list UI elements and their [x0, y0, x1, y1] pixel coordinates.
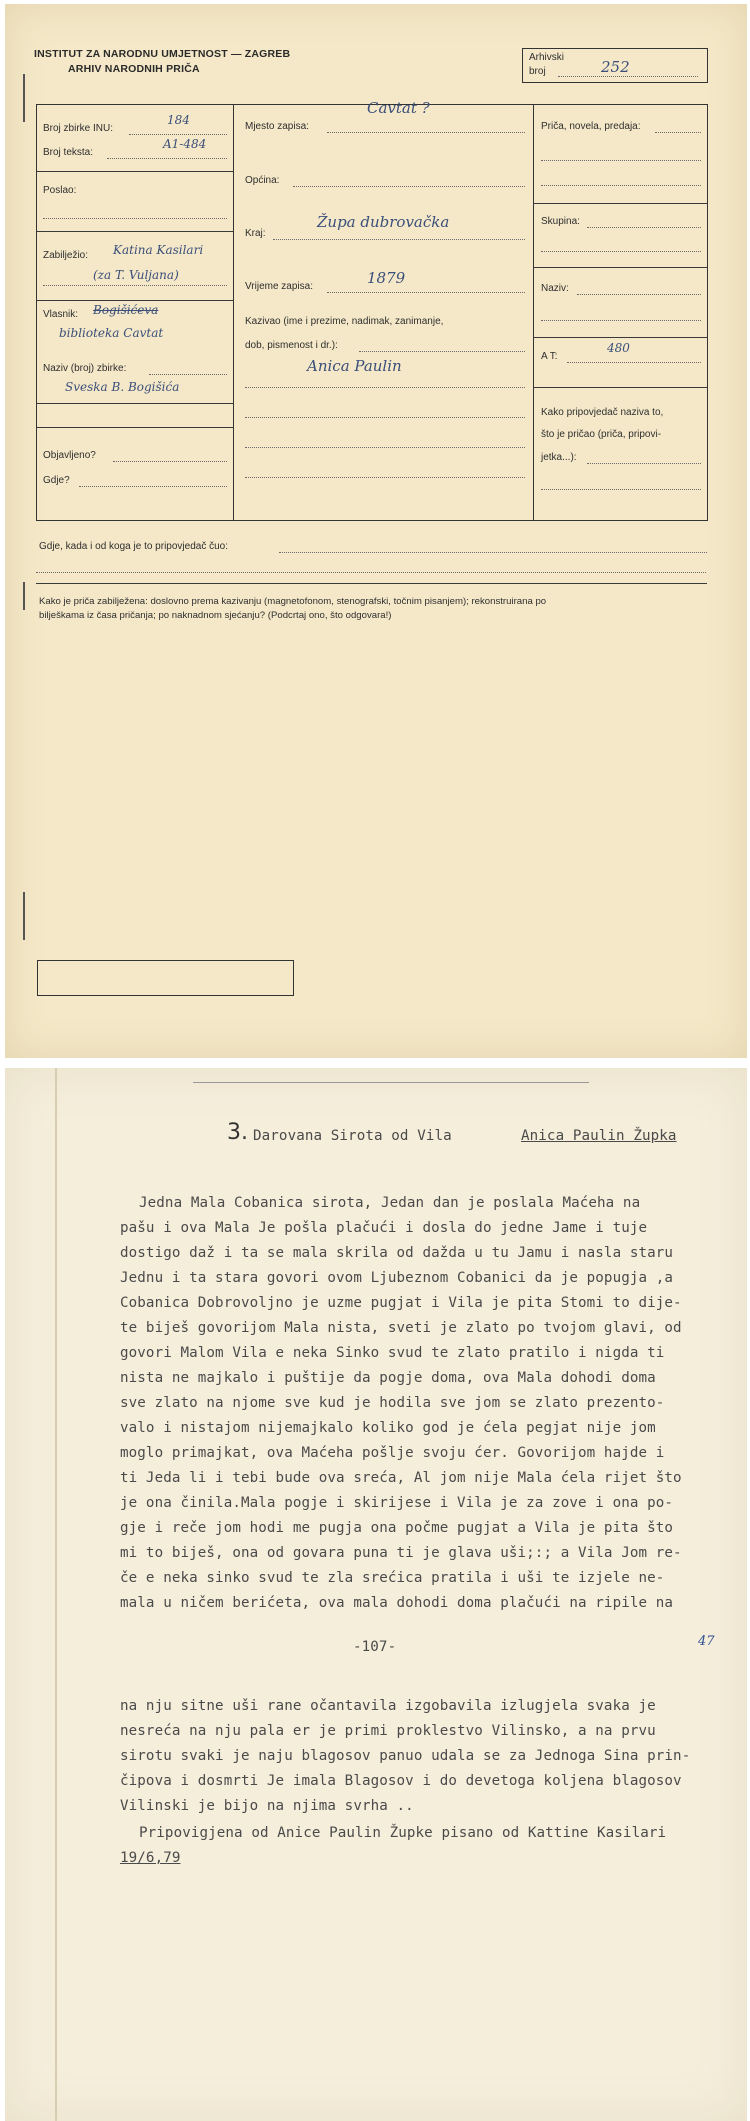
broj-zbirke-label: Broj zbirke INU: — [43, 123, 114, 134]
story-line: Vilinski je bijo na njima svrha .. — [120, 1798, 414, 1814]
kazivao-label: Kazivao (ime i prezime, nadimak, zanimanje, — [245, 316, 444, 327]
story-line: Jedna Mala Cobanica sirota, Jedan dan je poslala Maćeha na — [139, 1195, 641, 1211]
skupina-label: Skupina: — [541, 216, 580, 227]
objavljeno-label: Objavljeno? — [43, 450, 96, 461]
story-line: te biješ govorijom Mala nista, sveti je zlato po tvojom glavi, od — [120, 1320, 682, 1336]
story-line: sve zlato na njome sve kud je hodila sve jom se zlato prezento- — [120, 1395, 665, 1411]
story-line: Cobanica Dobrovoljno je uzme pugjat i Vila je pita Stomi to dije- — [120, 1295, 682, 1311]
archive-card — [5, 4, 747, 1058]
story-line: nesreća na nju pala er je primi proklestvo Vilinsko, a na prvu — [120, 1723, 656, 1739]
binder-mark — [23, 582, 25, 610]
vlasnik-struck-value: Bogišićeva — [93, 303, 159, 317]
broj-teksta-label: Broj teksta: — [43, 147, 94, 158]
story-line: na nju sitne uši rane očantavila izgobavila izlugjela svaka je — [120, 1698, 656, 1714]
archive-number-value: 252 — [601, 58, 630, 76]
story-line: gje i reče jom hodi me pugja ona počme pugjat a Vila je pita što — [120, 1520, 674, 1536]
story-line: moglo primajkat, ova Maćeha pošlje svoju ćer. Govorijom hajde i — [120, 1445, 665, 1461]
story-line: nista ne majkalo i puštije da pogje doma, ova Mala dohodi doma — [120, 1370, 656, 1386]
narrator-name: Anica Paulin Župka — [521, 1128, 677, 1144]
story-line: valo i nistajom nijemajkalo koliko god je ćela pegjat nije jom — [120, 1420, 656, 1436]
zabiljezio-label: Zabilježio: — [43, 250, 89, 261]
kraj-value: Župa dubrovačka — [317, 213, 450, 231]
mjesto-label: Mjesto zapisa: — [245, 121, 309, 132]
margin-number: 47 — [698, 1634, 715, 1649]
archive-number-label: Arhivski — [529, 52, 565, 63]
gdje-kada-label: Gdje, kada i od koga je to pripovjedač čuo: — [39, 541, 229, 552]
story-line: mala u ničem berićeta, ova mala dohodi doma plačući na ripile na — [120, 1595, 674, 1611]
at-label: A T: — [541, 351, 558, 362]
binder-mark — [23, 74, 25, 122]
archive-number-box — [522, 48, 708, 83]
story-line: je ona činila.Mala pogje i skirijese i Vila je za zove i ona po- — [120, 1495, 674, 1511]
binder-mark — [23, 892, 25, 940]
story-line: Jednu i ta stara govori ovom Ljubeznom Cobanici da je popugja ,a — [120, 1270, 674, 1286]
typed-page — [5, 1068, 747, 2121]
page-number: -107- — [353, 1639, 397, 1655]
opcina-label: Općina: — [245, 175, 280, 186]
zabiljezio-value: Katina Kasilari — [113, 243, 204, 257]
story-line: čipova i dosmrti Je imala Blagosov i do devetoga koljena blagosov — [120, 1773, 682, 1789]
vlasnik-label: Vlasnik: — [43, 309, 79, 320]
naziv-zbirke-label: Naziv (broj) zbirke: — [43, 363, 127, 374]
naziv-zbirke-value: Sveska B. Bogišića — [65, 380, 180, 394]
story-line: govori Malom Vila e neka Sinko svud te zlato pratilo i nigda ti — [120, 1345, 665, 1361]
kazivao-value: Anica Paulin — [307, 357, 402, 375]
archive-number-label-2: broj — [529, 66, 546, 77]
mjesto-value: Cavtat ? — [367, 99, 430, 117]
page-edge — [55, 1068, 57, 2121]
kako-naziva-label-2: što je pričao (priča, pripovi- — [541, 429, 662, 440]
footer-attribution: Pripovigjena od Anice Paulin Župke pisano od Kattine Kasilari — [139, 1825, 667, 1841]
vrijeme-label: Vrijeme zapisa: — [245, 281, 313, 292]
story-line: mi to biješ, ona od govara puna ti je glava uši;:; a Vila Jom re- — [120, 1545, 682, 1561]
kazivao-label-2: dob, pismenost i dr.): — [245, 340, 338, 351]
broj-teksta-value: A1-484 — [163, 137, 207, 151]
kako-zabiljezena-text-2: bilješkama iz časa pričanja; po naknadnom sjećanju? (Podcrtaj ono, što odgovara!) — [39, 610, 392, 621]
naziv-label: Naziv: — [541, 283, 569, 294]
kraj-label: Kraj: — [245, 228, 266, 239]
gdje-label: Gdje? — [43, 475, 70, 486]
footer-date: 19/6,79 — [120, 1850, 181, 1866]
story-line: pašu i ova Mala Je pošla plačući i dosla do jedne Jame i tuje — [120, 1220, 648, 1236]
story-title: Darovana Sirota od Vila — [253, 1128, 452, 1144]
at-value: 480 — [607, 341, 630, 355]
story-line: sirotu svaki je naju blagosov panuo udala se za Jednoga Sina prin- — [120, 1748, 691, 1764]
prica-label: Priča, novela, predaja: — [541, 121, 641, 132]
archive-title: ARHIV NARODNIH PRIČA — [68, 63, 200, 75]
story-number: 3. — [227, 1120, 248, 1145]
story-line: ti Jeda li i tebi bude ova sreća, Al jom nije Mala ćela rijet što — [120, 1470, 682, 1486]
story-line: dostigo daž i ta se mala skrila od dažda u tu Jamu i nasla staru — [120, 1245, 674, 1261]
institute-title: INSTITUT ZA NARODNU UMJETNOST — ZAGREB — [34, 48, 291, 60]
kako-naziva-label-3: jetka...): — [541, 452, 577, 463]
kako-zabiljezena-text: Kako je priča zabilježena: doslovno prema kazivanju (magnetofonom, stenografski, točnim pisanjem); rekonstruirana po — [39, 596, 547, 607]
story-line: če e neka sinko svud te zla srećica pratila i uši te izjele ne- — [120, 1570, 665, 1586]
poslao-label: Poslao: — [43, 185, 77, 196]
top-rule — [193, 1082, 589, 1083]
vlasnik-value: biblioteka Cavtat — [59, 326, 164, 340]
empty-box — [37, 960, 294, 996]
kako-naziva-label: Kako pripovjedač naziva to, — [541, 407, 664, 418]
form-frame — [36, 99, 708, 521]
vrijeme-value: 1879 — [367, 269, 406, 287]
zabiljezio-value-2: (za T. Vuljana) — [93, 268, 179, 282]
broj-zbirke-value: 184 — [167, 113, 190, 127]
